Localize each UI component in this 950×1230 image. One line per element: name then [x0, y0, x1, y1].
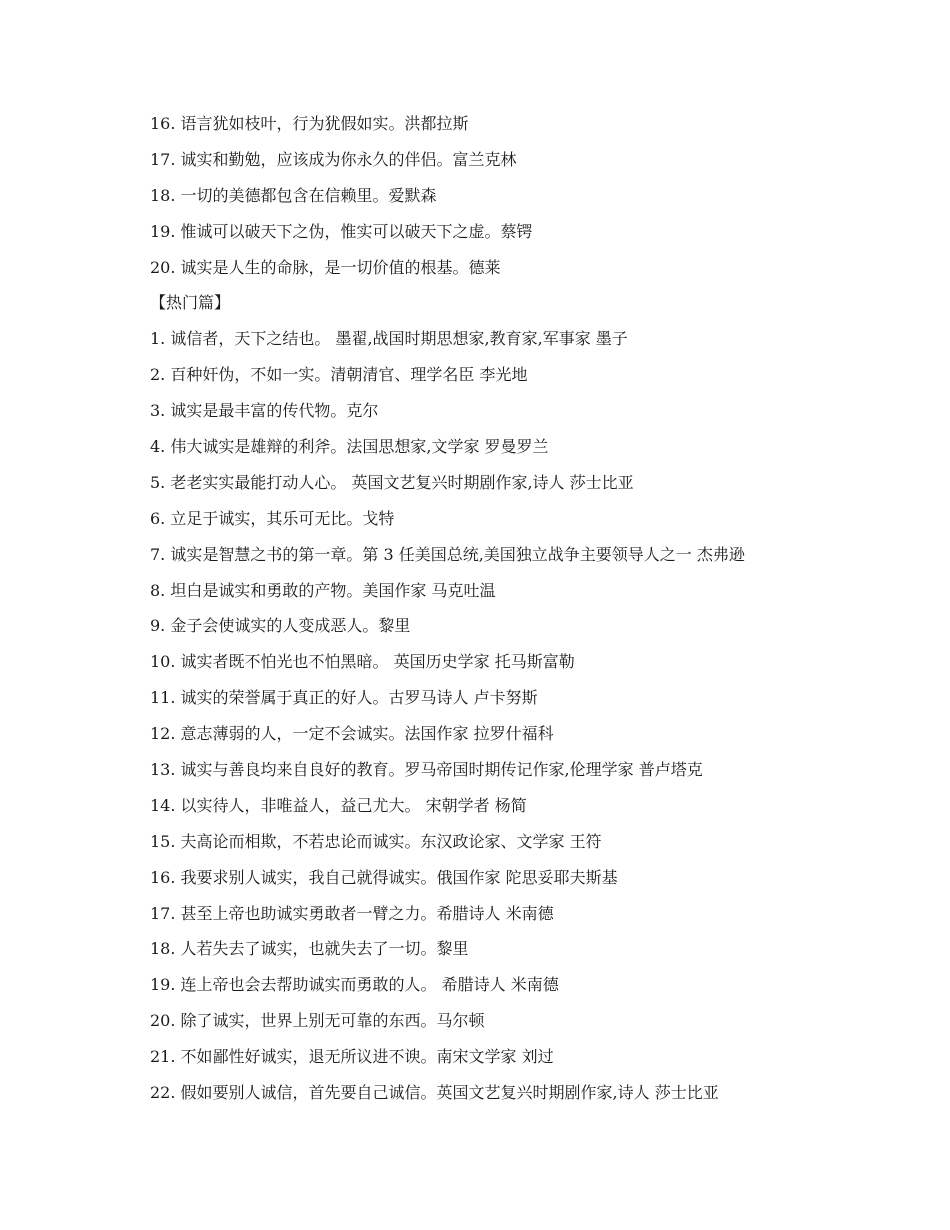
quote-line: 6. 立足于诚实，其乐可无比。戈特: [150, 508, 395, 528]
quote-line: 10. 诚实者既不怕光也不怕黑暗。 英国历史学家 托马斯富勒: [150, 652, 575, 672]
quote-line: 18. 人若失去了诚实，也就失去了一切。黎里: [150, 939, 469, 959]
quote-line: 17. 诚实和勤勉，应该成为你永久的伴侣。富兰克林: [150, 149, 517, 169]
quote-line: 5. 老老实实最能打动人心。 英国文艺复兴时期剧作家,诗人 莎士比亚: [150, 472, 634, 492]
quote-line: 15. 夫高论而相欺，不若忠论而诚实。东汉政论家、文学家 王符: [150, 831, 602, 851]
quote-line: 12. 意志薄弱的人，一定不会诚实。法国作家 拉罗什福科: [150, 724, 554, 744]
quote-line: 22. 假如要别人诚信，首先要自己诚信。英国文艺复兴时期剧作家,诗人 莎士比亚: [150, 1083, 719, 1103]
quote-line: 21. 不如鄙性好诚实，退无所议进不谀。南宋文学家 刘过: [150, 1047, 554, 1067]
quote-line: 4. 伟大诚实是雄辩的利斧。法国思想家,文学家 罗曼罗兰: [150, 437, 549, 457]
quote-line: 3. 诚实是最丰富的传代物。克尔: [150, 401, 379, 421]
quote-line: 9. 金子会使诚实的人变成恶人。黎里: [150, 616, 411, 636]
quote-line: 17. 甚至上帝也助诚实勇敢者一臂之力。希腊诗人 米南德: [150, 903, 554, 923]
quote-line: 16. 我要求别人诚实，我自己就得诚实。俄国作家 陀思妥耶夫斯基: [150, 867, 618, 887]
quote-line: 8. 坦白是诚实和勇敢的产物。美国作家 马克吐温: [150, 580, 496, 600]
quote-line: 11. 诚实的荣誉属于真正的好人。古罗马诗人 卢卡努斯: [150, 688, 538, 708]
quote-line: 14. 以实待人，非唯益人，益己尤大。 宋朝学者 杨简: [150, 795, 527, 815]
quote-line: 20. 除了诚实，世界上别无可靠的东西。马尔顿: [150, 1011, 485, 1031]
quote-line: 2. 百种奸伪，不如一实。清朝清官、理学名臣 李光地: [150, 365, 528, 385]
section-heading: 【热门篇】: [150, 293, 231, 313]
document-body: [150, 106, 890, 1111]
quote-line: 7. 诚实是智慧之书的第一章。第 3 任美国总统,美国独立战争主要领导人之一 杰弗逊: [150, 544, 745, 564]
quote-line: 19. 连上帝也会去帮助诚实而勇敢的人。 希腊诗人 米南德: [150, 975, 559, 995]
quote-line: 16. 语言犹如枝叶，行为犹假如实。洪都拉斯: [150, 114, 469, 133]
quote-line: 18. 一切的美德都包含在信赖里。爱默森: [150, 185, 437, 205]
quote-line: 1. 诚信者，天下之结也。 墨翟,战国时期思想家,教育家,军事家 墨子: [150, 329, 628, 349]
quote-line: 20. 诚实是人生的命脉，是一切价值的根基。德莱: [150, 257, 501, 277]
quote-line: 19. 惟诚可以破天下之伪，惟实可以破天下之虚。蔡锷: [150, 221, 533, 241]
quote-line: 13. 诚实与善良均来自良好的教育。罗马帝国时期传记作家,伦理学家 普卢塔克: [150, 760, 703, 780]
